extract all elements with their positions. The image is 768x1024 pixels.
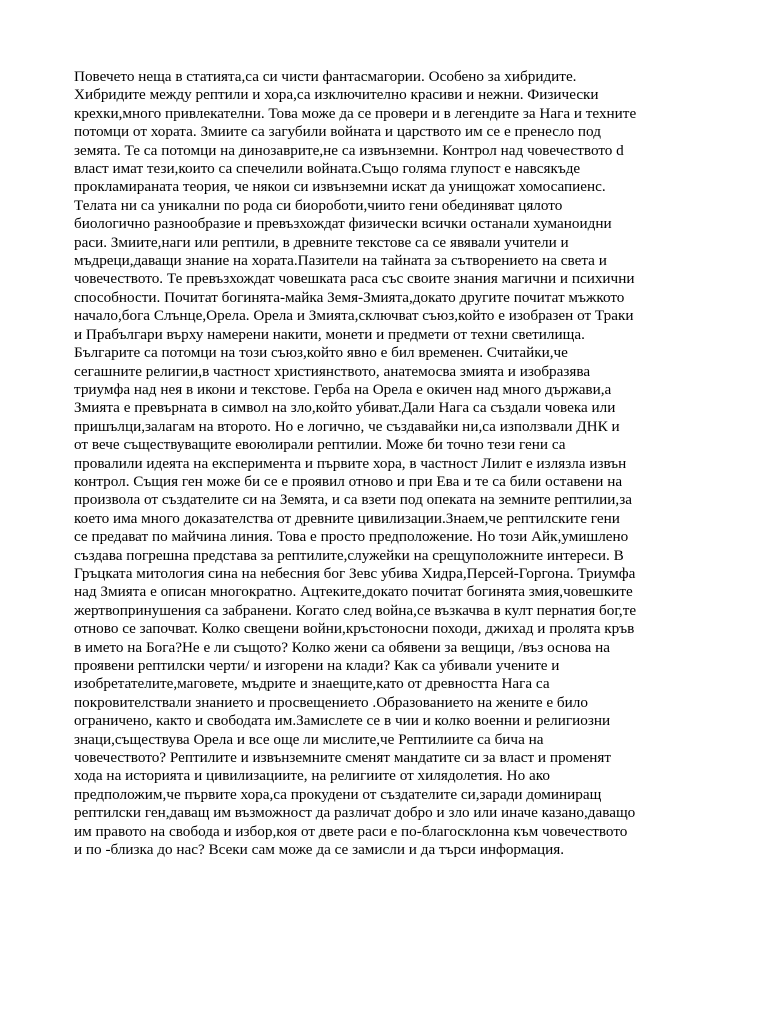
text-line: произвола от създателите си на Земята, и са взети под опеката на земните рептилии,за	[74, 491, 632, 509]
article-text	[74, 68, 700, 859]
text-line: покровителствали знанието и просвещението .Образованието на жените е било	[74, 693, 588, 711]
text-line: над Змията е описан многократно. Ацтеките,докато почитат богинята змия,човешките	[74, 583, 633, 601]
text-line: триумфа над нея в икони и текстове. Герба на Орела е окичен над много държави,а	[74, 380, 612, 398]
text-line: пришълци,залагам на второто. Но е логично, че създавайки ни,са използвали ДНК и	[74, 417, 620, 435]
text-line: мъдреци,даващи знание на хората.Пазители на тайната за сътворението на света и	[74, 252, 607, 270]
text-line: проявени рептилски черти/ и изгорени на клади? Как са убивали учените и	[74, 657, 560, 674]
text-line: отново се започват. Колко свещени войни,кръстоносни походи, джихад и пролята кръв	[74, 620, 635, 638]
text-line: и Прабългари върху намерени накити, монети и предмети от техни светилища.	[74, 325, 585, 343]
text-line: и по -близка до нас? Всеки сам може да се замисли и да търси информация.	[74, 841, 565, 859]
text-line: способности. Почитат богинята-майка Земя-Змията,докато другите почитат мъжкото	[74, 288, 625, 306]
text-line: от вече съществуващите евоюлирали рептилии. Може би точно тези гени са	[74, 436, 566, 454]
text-line: сегашните религии,в частност християнството, анатемосва змията и изобразява	[74, 362, 591, 380]
text-line: контрол. Същия ген може би се е проявил отново и при Ева и те са били оставени на	[74, 472, 623, 490]
text-line: създава погрешна представа за рептилите,служейки на срещуположните интереси. В	[74, 546, 624, 564]
text-line: власт имат тези,които са спечелили войната.Също голяма глупост е навсякъде	[74, 160, 581, 178]
text-line: в името на Бога?Не е ли същото? Колко жени са обявени за вещици, /въз основа на	[74, 638, 610, 656]
text-line: крехки,много привлекателни. Това може да се провери и в легендите за Нага и техните	[74, 104, 637, 122]
text-line: се предават по майчина линия. Това е просто предположение. Но този Айк,умишлено	[74, 528, 629, 546]
text-line: потомци от хората. Змиите са загубили войната и царството им се е пренесло под	[74, 123, 601, 141]
text-line: жертвопринушения са забранени. Когато след война,се възкачва в култ пернатия бог,те	[74, 601, 637, 619]
text-line: провалили идеята на експеримента и първите хора, в частност Лилит е излязла извън	[74, 454, 627, 472]
text-line: прокламираната теория, че някои си извънземни искат да унищожат хомосапиенс.	[74, 178, 606, 196]
text-line: Гръцката митология сина на небесния бог Зевс убива Хидра,Персей-Горгона. Триумфа	[74, 564, 636, 582]
text-line: Повечето неща в статията,са си чисти фантасмагории. Особено за хибридите.	[74, 68, 577, 85]
text-line: Българите са потомци на този съюз,който явно е бил временен. Считайки,че	[74, 344, 568, 362]
text-line: биологично разнообразие и превъзхождат физически всички останали хуманоидни	[74, 215, 612, 233]
text-line: изобретателите,маговете, мъдрите и знаещите,като от древността Нага са	[74, 675, 550, 693]
text-line: Телата ни са уникални по рода си биороботи,чиито гени обединяват цялото	[74, 196, 563, 214]
text-line: Хибридите между рептили и хора,са изключително красиви и нежни. Физически	[74, 86, 599, 104]
text-line: земята. Те са потомци на динозаврите,не са извънземни. Контрол над човечеството d	[74, 141, 624, 159]
text-line: човечеството? Рептилите и извънземните сменят мандатите си за власт и променят	[74, 749, 611, 767]
text-line: начало,бога Слънце,Орела. Орела и Змията,сключват съюз,който е изобразен от Траки	[74, 307, 634, 325]
text-line: хода на историята и цивилизациите, на религиите от хилядолетия. Но ако	[74, 767, 550, 785]
text-line: им правото на свобода и избор,коя от двете раси е по-благосклонна към човечеството	[74, 822, 628, 840]
text-line: рептилски ген,даващ им възможност да различат добро и зло или иначе казано,даващо	[74, 804, 636, 822]
text-line: предположим,че първите хора,са прокудени от създателите си,заради доминиращ	[74, 785, 602, 803]
text-line: знаци,съществува Орела и все още ли мислите,че Рептилиите са бича на	[74, 730, 544, 748]
text-line: ограничено, както и свободата им.Замислете се в чии и колко военни и религиозни	[74, 712, 611, 730]
text-line: Змията е превърната в символ на зло,който убиват.Дали Нага са създали човека или	[74, 399, 616, 417]
text-line: раси. Змиите,наги или рептили, в древните текстове са се явявали учители и	[74, 233, 569, 251]
text-line: човечеството. Те превъзхождат човешката раса със своите знания магични и психични	[74, 270, 635, 288]
text-line: което има много доказателства от древните цивилизации.Знаем,че рептилските гени	[74, 509, 620, 527]
